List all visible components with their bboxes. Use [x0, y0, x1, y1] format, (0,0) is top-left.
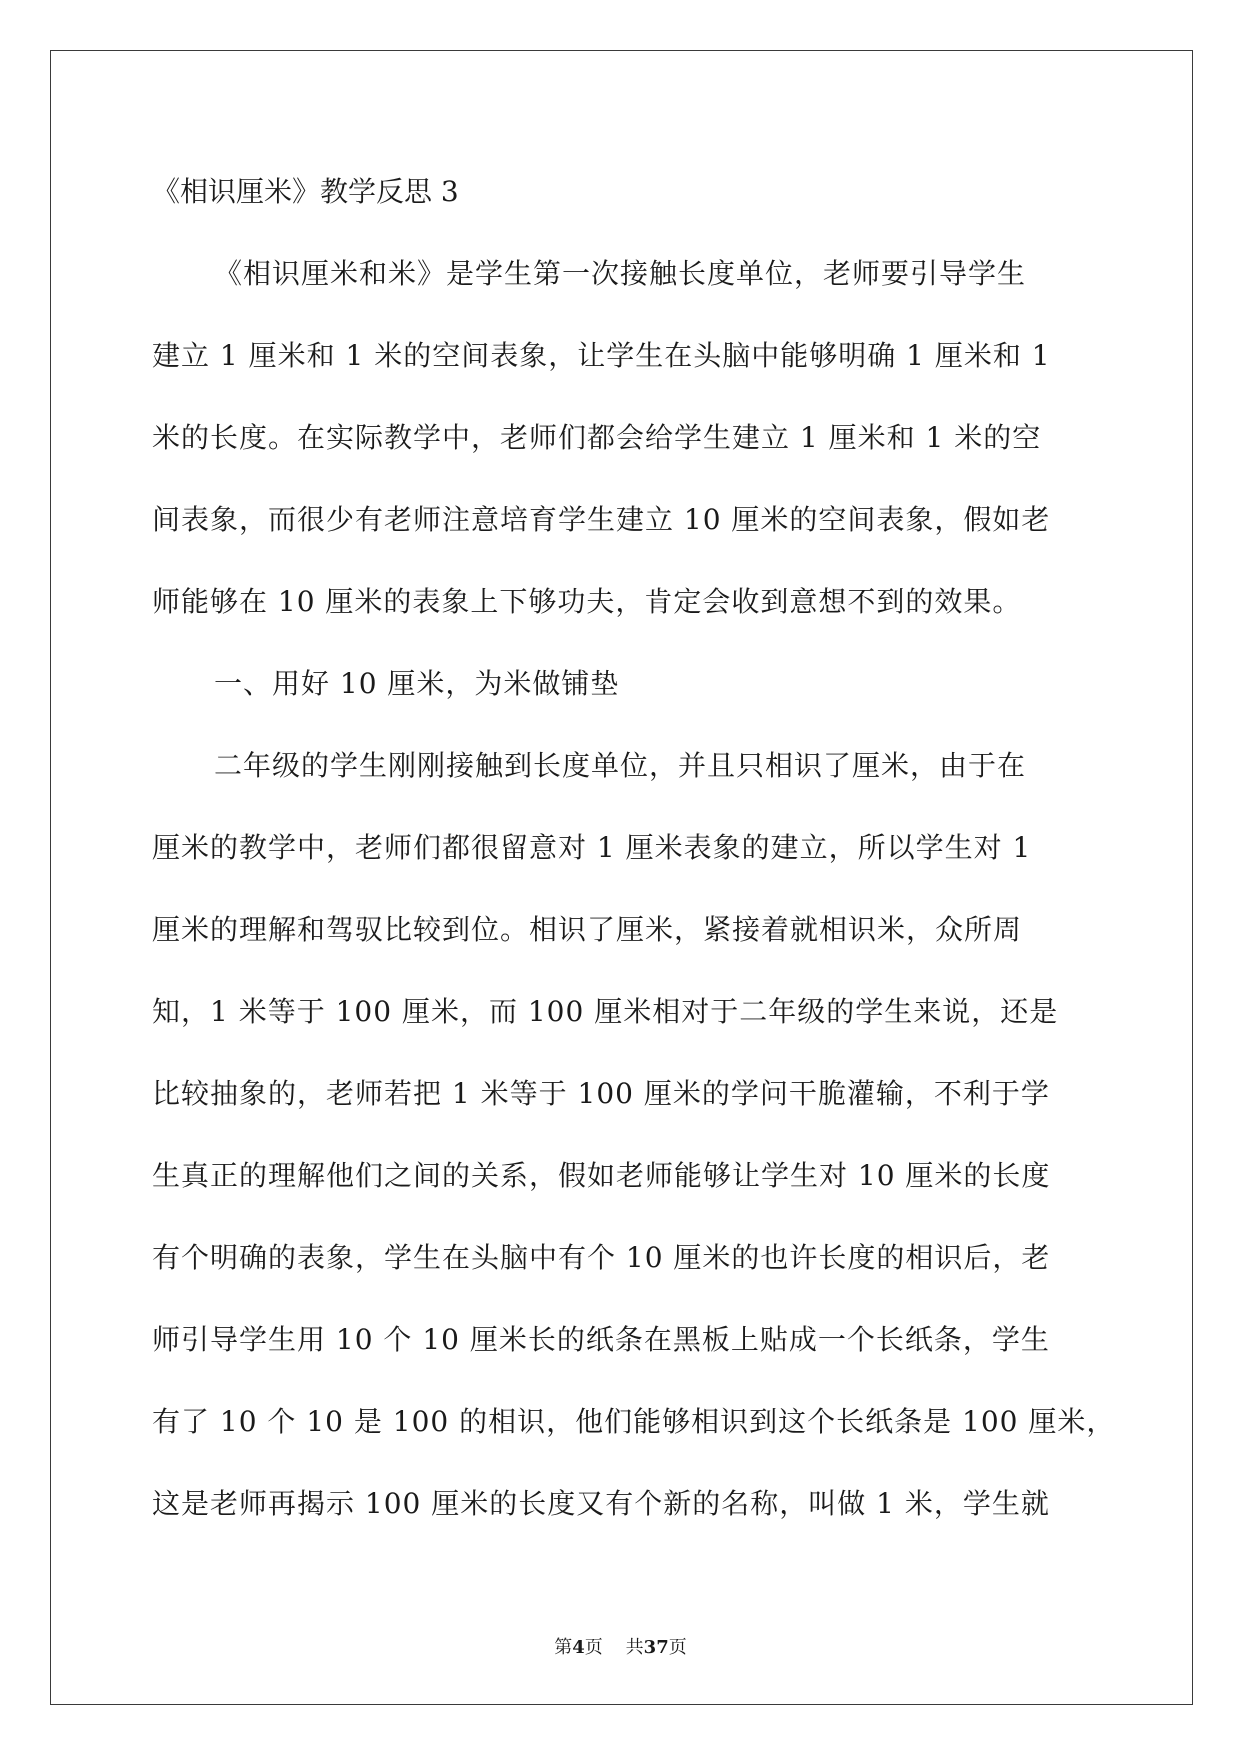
footer-total-pages: 37	[643, 1637, 669, 1658]
footer-page-prefix: 第	[554, 1637, 573, 1658]
paragraph-line: 这是老师再揭示 100 厘米的长度又有个新的名称，叫做 1 米，学生就	[152, 1487, 1050, 1520]
paragraph-line: 有个明确的表象，学生在头脑中有个 10 厘米的也许长度的相识后，老	[152, 1241, 1051, 1274]
paragraph-line: 厘米的理解和驾驭比较到位。相识了厘米，紧接着就相识米，众所周	[152, 913, 1023, 946]
footer-page-suffix: 页	[584, 1637, 603, 1658]
paragraph-line: 《相识厘米和米》是学生第一次接触长度单位，老师要引导学生	[214, 257, 1027, 290]
paragraph-line: 建立 1 厘米和 1 米的空间表象，让学生在头脑中能够明确 1 厘米和 1	[152, 339, 1051, 372]
footer-page-number: 4	[572, 1637, 585, 1658]
paragraph-line: 比较抽象的，老师若把 1 米等于 100 厘米的学问干脆灌输，不利于学	[152, 1077, 1050, 1110]
footer-total-suffix: 页	[668, 1637, 687, 1658]
paragraph-line: 有了 10 个 10 是 100 的相识，他们能够相识到这个长纸条是 100 厘米，	[152, 1405, 1116, 1438]
section-heading: 一、用好 10 厘米，为米做铺垫	[214, 667, 620, 700]
footer-total-prefix: 共	[625, 1637, 644, 1658]
document-title: 《相识厘米》教学反思 3	[152, 175, 459, 208]
paragraph-line: 师能够在 10 厘米的表象上下够功夫，肯定会收到意想不到的效果。	[152, 585, 1022, 618]
paragraph-line: 师引导学生用 10 个 10 厘米长的纸条在黑板上贴成一个长纸条，学生	[152, 1323, 1050, 1356]
paragraph-line: 生真正的理解他们之间的关系，假如老师能够让学生对 10 厘米的长度	[152, 1159, 1051, 1192]
page-footer	[0, 1636, 1241, 1660]
paragraph-line: 二年级的学生刚刚接触到长度单位，并且只相识了厘米，由于在	[214, 749, 1027, 782]
paragraph-line: 米的长度。在实际教学中，老师们都会给学生建立 1 厘米和 1 米的空	[152, 421, 1042, 454]
page-border	[50, 50, 1193, 1705]
paragraph-line: 厘米的教学中，老师们都很留意对 1 厘米表象的建立，所以学生对 1	[152, 831, 1032, 864]
paragraph-line: 间表象，而很少有老师注意培育学生建立 10 厘米的空间表象，假如老	[152, 503, 1051, 536]
paragraph-line: 知，1 米等于 100 厘米，而 100 厘米相对于二年级的学生来说，还是	[152, 995, 1059, 1028]
